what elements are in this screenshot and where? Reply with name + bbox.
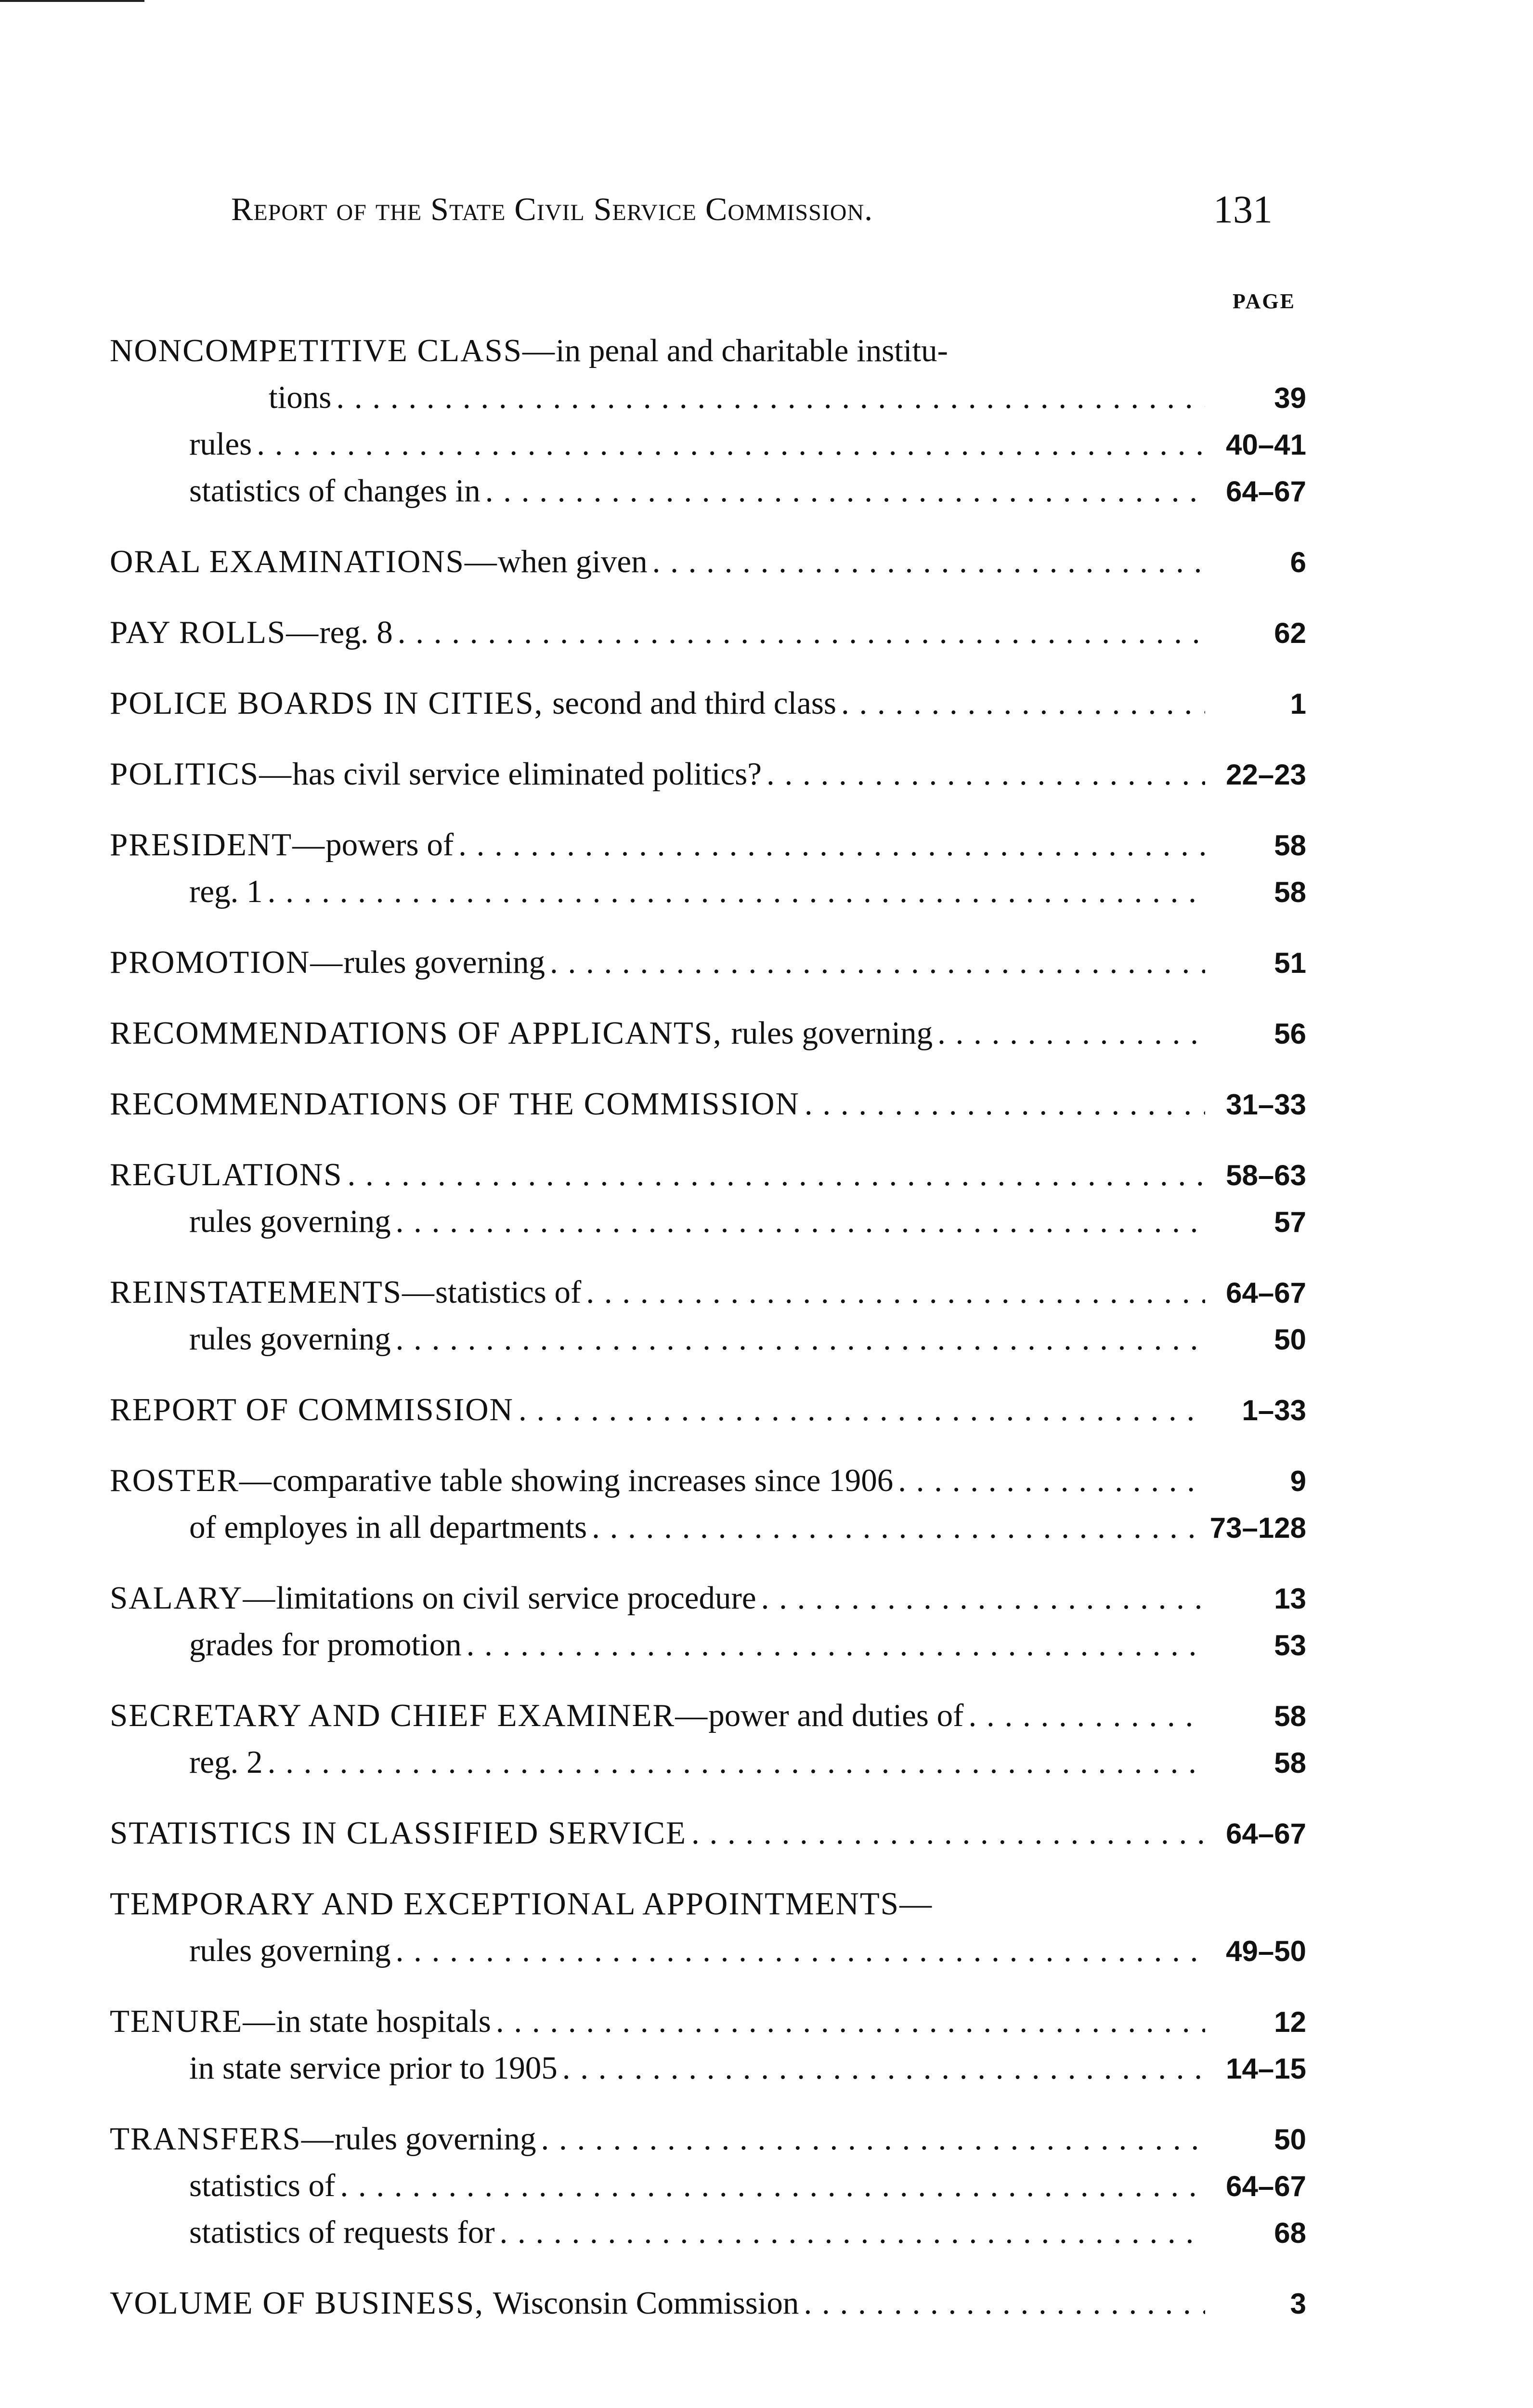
index-subtext: rules [189,426,252,462]
index-text [110,1998,491,2045]
dot-leader [841,680,1205,727]
index-page-ref: 58 [1274,1747,1306,1779]
index-text [110,1692,963,1739]
dot-leader [592,1504,1205,1551]
index-page-ref: 50 [1274,2123,1306,2156]
dot-leader [937,1010,1205,1057]
index-subtext: power and duties of [708,1698,964,1733]
index-page-ref: 22–23 [1226,759,1306,791]
dot-leader [398,609,1205,656]
dot-leader [396,1927,1205,1974]
index-page-ref: 58–63 [1226,1159,1306,1191]
index-page-ref: 39 [1274,382,1306,414]
index-main-line [110,1269,1306,1316]
index-main-line [110,609,1306,656]
page-column-label: PAGE [1233,289,1296,313]
index-subline [110,1927,1306,1974]
index-page-ref: 40–41 [1226,429,1306,461]
dot-leader [348,1152,1205,1198]
index-subline [110,2209,1306,2256]
dot-leader [652,538,1205,585]
index-heading: NONCOMPETITIVE CLASS— [110,333,556,368]
index-main-line [110,680,1306,727]
index-entry [110,538,1306,585]
index-heading: TEMPORARY AND EXCEPTIONAL APPOINTMENTS— [110,1886,933,1922]
index-text [110,1081,800,1127]
index-entry [110,1010,1306,1057]
index-heading: REPORT OF COMMISSION [110,1392,514,1427]
index-text [110,822,454,868]
index-page-ref: 14–15 [1226,2053,1306,2085]
index-page-ref: 3 [1290,2288,1306,2320]
index-text [189,2162,335,2209]
index-page-ref: 51 [1274,947,1306,979]
index-page-ref: 58 [1274,829,1306,862]
index-entry [110,2116,1306,2256]
index-page-ref: 64–67 [1226,475,1306,508]
index-subline [110,2162,1306,2209]
index-heading: POLITICS— [110,756,293,792]
index-main-line [110,538,1306,585]
index-entry [110,1387,1306,1433]
index-subtext: comparative table showing increases since 1906 [272,1463,894,1498]
index-text [110,609,393,656]
index-entry [110,1998,1306,2092]
index-text [110,2116,536,2162]
index-page-ref: 6 [1290,546,1306,578]
index-heading: TENURE— [110,2003,276,2039]
index-text [189,2045,558,2092]
index-page-ref: 68 [1274,2217,1306,2249]
index-text [110,751,762,798]
index-subtext: rules governing [334,2121,536,2157]
index-heading: RECOMMENDATIONS OF APPLICANTS, [110,1015,731,1051]
index-subline [110,2045,1306,2092]
index-subline [110,1739,1306,1786]
index-main-line [110,1692,1306,1739]
index-text [189,421,252,468]
index-entry [110,680,1306,727]
index-heading: PRESIDENT— [110,827,326,863]
index-entry [110,1881,1306,1974]
index-page-ref: 9 [1290,1465,1306,1497]
index-heading: PAY ROLLS— [110,615,320,650]
index-entry [110,609,1306,656]
index-entry [110,1269,1306,1362]
index-subtext: statistics of requests for [189,2214,495,2250]
dot-leader [550,939,1205,986]
index-main-line [110,1457,1306,1504]
dot-leader [485,468,1205,514]
index-page-ref: 1–33 [1242,1394,1306,1426]
index-text [110,1010,933,1057]
index-heading: POLICE BOARDS IN CITIES, [110,685,553,721]
index-entry [110,327,1306,514]
index-entry [110,939,1306,986]
index-subline [110,1622,1306,1668]
index-text [110,1881,933,1927]
index-page-ref: 31–33 [1226,1088,1306,1121]
index-subtext: rules governing [189,1204,391,1239]
index-subtext: reg. 2 [189,1744,263,1780]
index-text [189,468,481,514]
index-entry [110,822,1306,915]
index-heading: RECOMMENDATIONS OF THE COMMISSION [110,1086,800,1122]
index-page-ref: 1 [1290,688,1306,720]
dot-leader [268,868,1205,915]
index-subtext: reg. 1 [189,874,263,909]
index-entry [110,2280,1306,2327]
index-page-ref: 13 [1274,1583,1306,1615]
index-page-ref: 62 [1274,617,1306,649]
index-page-ref: 56 [1274,1018,1306,1050]
index-heading: SALARY— [110,1580,276,1616]
index-main-line [110,1010,1306,1057]
dot-leader [336,374,1205,421]
index-text [110,1575,756,1622]
index-page-ref: 57 [1274,1206,1306,1238]
index-subtext: of employes in all departments [189,1509,587,1545]
index-main-line [110,1387,1306,1433]
dot-leader [396,1198,1205,1245]
index-subtext: limitations on civil service procedure [276,1580,756,1616]
index-subtext: rules governing [731,1015,933,1051]
index-heading: PROMOTION— [110,944,344,980]
index-subtext: in penal and charitable institu- [556,333,948,368]
index-entry [110,1152,1306,1245]
index-page-ref: 58 [1274,1700,1306,1732]
index-main-line [110,2280,1306,2327]
page-number: 131 [1213,187,1273,231]
index-subtext: second and third class [552,685,836,721]
index-text [189,1622,462,1668]
index-entry [110,1575,1306,1668]
index-text [189,1927,391,1974]
index-text [269,374,331,421]
index-main-line [110,1881,1306,1927]
index-heading: ORAL EXAMINATIONS— [110,544,498,579]
index-heading: SECRETARY AND CHIEF EXAMINER— [110,1698,709,1733]
index-heading: ROSTER— [110,1463,273,1498]
index-subtext: rules governing [343,944,545,980]
index-heading: REGULATIONS [110,1157,343,1192]
index-entry [110,1081,1306,1127]
index-main-line [110,2116,1306,2162]
index-list [110,327,1306,2351]
dot-leader [898,1457,1205,1504]
index-text [189,1198,391,1245]
index-text [110,1457,893,1504]
index-subline [110,468,1306,514]
index-main-line [110,1152,1306,1198]
dot-leader [691,1810,1205,1857]
index-entry [110,1457,1306,1551]
index-page-ref: 64–67 [1226,1818,1306,1850]
dot-leader [257,421,1205,468]
index-main-line [110,822,1306,868]
index-subline [110,1504,1306,1551]
dot-leader [968,1692,1205,1739]
dot-leader [496,1998,1205,2045]
index-subtext: reg. 8 [319,615,393,650]
dot-leader [340,2162,1205,2209]
index-subtext: rules governing [189,1321,391,1357]
index-text [110,538,648,585]
index-main-line [110,1810,1306,1857]
index-subtext: when given [497,544,648,579]
index-subtext: Wisconsin Commission [493,2285,799,2321]
index-main-line [110,1081,1306,1127]
index-text [110,1269,581,1316]
dot-leader [805,1081,1205,1127]
index-main-line [110,1575,1306,1622]
index-page-ref: 64–67 [1226,1277,1306,1309]
index-page-ref: 58 [1274,876,1306,908]
index-text [189,2209,495,2256]
index-text [189,1316,391,1362]
index-page-ref: 53 [1274,1629,1306,1662]
index-page-ref: 50 [1274,1323,1306,1356]
index-text [110,680,836,727]
index-heading: STATISTICS IN CLASSIFIED SERVICE [110,1815,687,1851]
index-main-line [110,751,1306,798]
dot-leader [268,1739,1205,1786]
index-subline [110,1316,1306,1362]
index-text [189,1504,587,1551]
dot-leader [500,2209,1205,2256]
top-rule [0,0,144,2]
index-text [110,1810,687,1857]
index-subtext: has civil service eliminated politics? [292,756,762,792]
index-subtext: statistics of changes in [189,473,481,509]
index-subtext: statistics of [189,2168,336,2203]
index-page-ref: 73–128 [1209,1512,1306,1544]
index-subtext: powers of [325,827,454,863]
dot-leader [562,2045,1205,2092]
index-subtext: in state hospitals [276,2003,491,2039]
index-subline [110,421,1306,468]
index-subtext: in state service prior to 1905 [189,2050,558,2086]
index-main-line [110,327,1306,374]
index-heading: REINSTATEMENTS— [110,1274,436,1310]
index-text [110,939,545,986]
index-text [110,1152,343,1198]
dot-leader [541,2116,1205,2162]
index-subtext: rules governing [189,1933,391,1968]
index-main-line [110,1998,1306,2045]
index-entry [110,1810,1306,1857]
dot-leader [396,1316,1205,1362]
index-entry [110,1692,1306,1786]
index-text [110,1387,514,1433]
dot-leader [519,1387,1205,1433]
index-page-ref: 64–67 [1226,2170,1306,2202]
index-subtext: tions [269,380,332,415]
index-heading: TRANSFERS— [110,2121,335,2157]
dot-leader [586,1269,1205,1316]
index-page-ref: 49–50 [1226,1935,1306,1967]
dot-leader [766,751,1205,798]
index-entry [110,751,1306,798]
index-subline [110,374,1306,421]
index-text [189,868,263,915]
dot-leader [761,1575,1205,1622]
index-text [110,327,948,374]
index-subtext: statistics of [435,1274,582,1310]
index-main-line [110,939,1306,986]
index-page-ref: 12 [1274,2006,1306,2038]
index-text [110,2280,799,2327]
dot-leader [804,2280,1205,2327]
index-text [189,1739,263,1786]
running-head: Report of the State Civil Service Commission. [231,191,873,227]
index-heading: VOLUME OF BUSINESS, [110,2285,493,2321]
index-subline [110,1198,1306,1245]
index-subline [110,868,1306,915]
index-subtext: grades for promotion [189,1627,462,1662]
dot-leader [467,1622,1205,1668]
dot-leader [458,822,1205,868]
